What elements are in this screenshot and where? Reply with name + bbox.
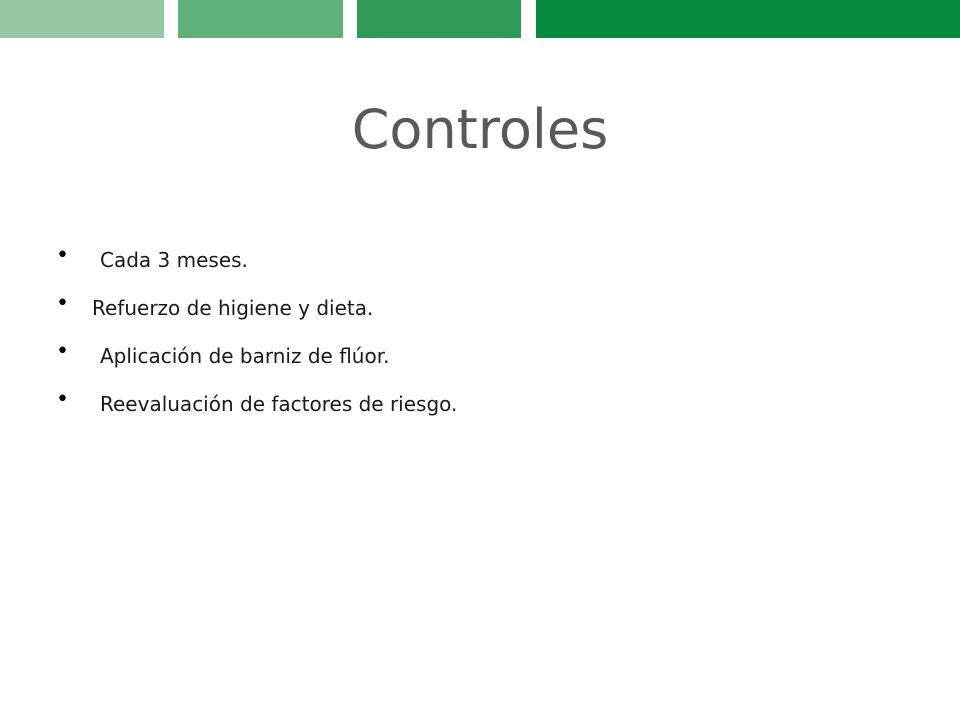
top-decorative-bars	[0, 0, 960, 38]
slide-title: Controles	[351, 98, 609, 161]
top-bar-4	[536, 0, 960, 38]
top-bar-1	[0, 0, 164, 38]
bullet-icon: •	[56, 291, 69, 316]
bullet-item	[56, 236, 457, 284]
bullet-item	[56, 332, 457, 380]
bullet-text: Refuerzo de higiene y dieta.	[92, 296, 374, 320]
bullet-item	[56, 284, 457, 332]
bullet-icon: •	[56, 387, 69, 412]
bullet-item	[56, 380, 457, 428]
bullet-list	[56, 236, 457, 428]
bullet-text: Cada 3 meses.	[100, 248, 248, 272]
bullet-icon: •	[56, 243, 69, 268]
bullet-icon: •	[56, 339, 69, 364]
bullet-text: Reevaluación de factores de riesgo.	[100, 392, 458, 416]
bullet-text: Aplicación de barniz de flúor.	[100, 344, 390, 368]
top-bar-3	[357, 0, 521, 38]
top-bar-2	[178, 0, 343, 38]
